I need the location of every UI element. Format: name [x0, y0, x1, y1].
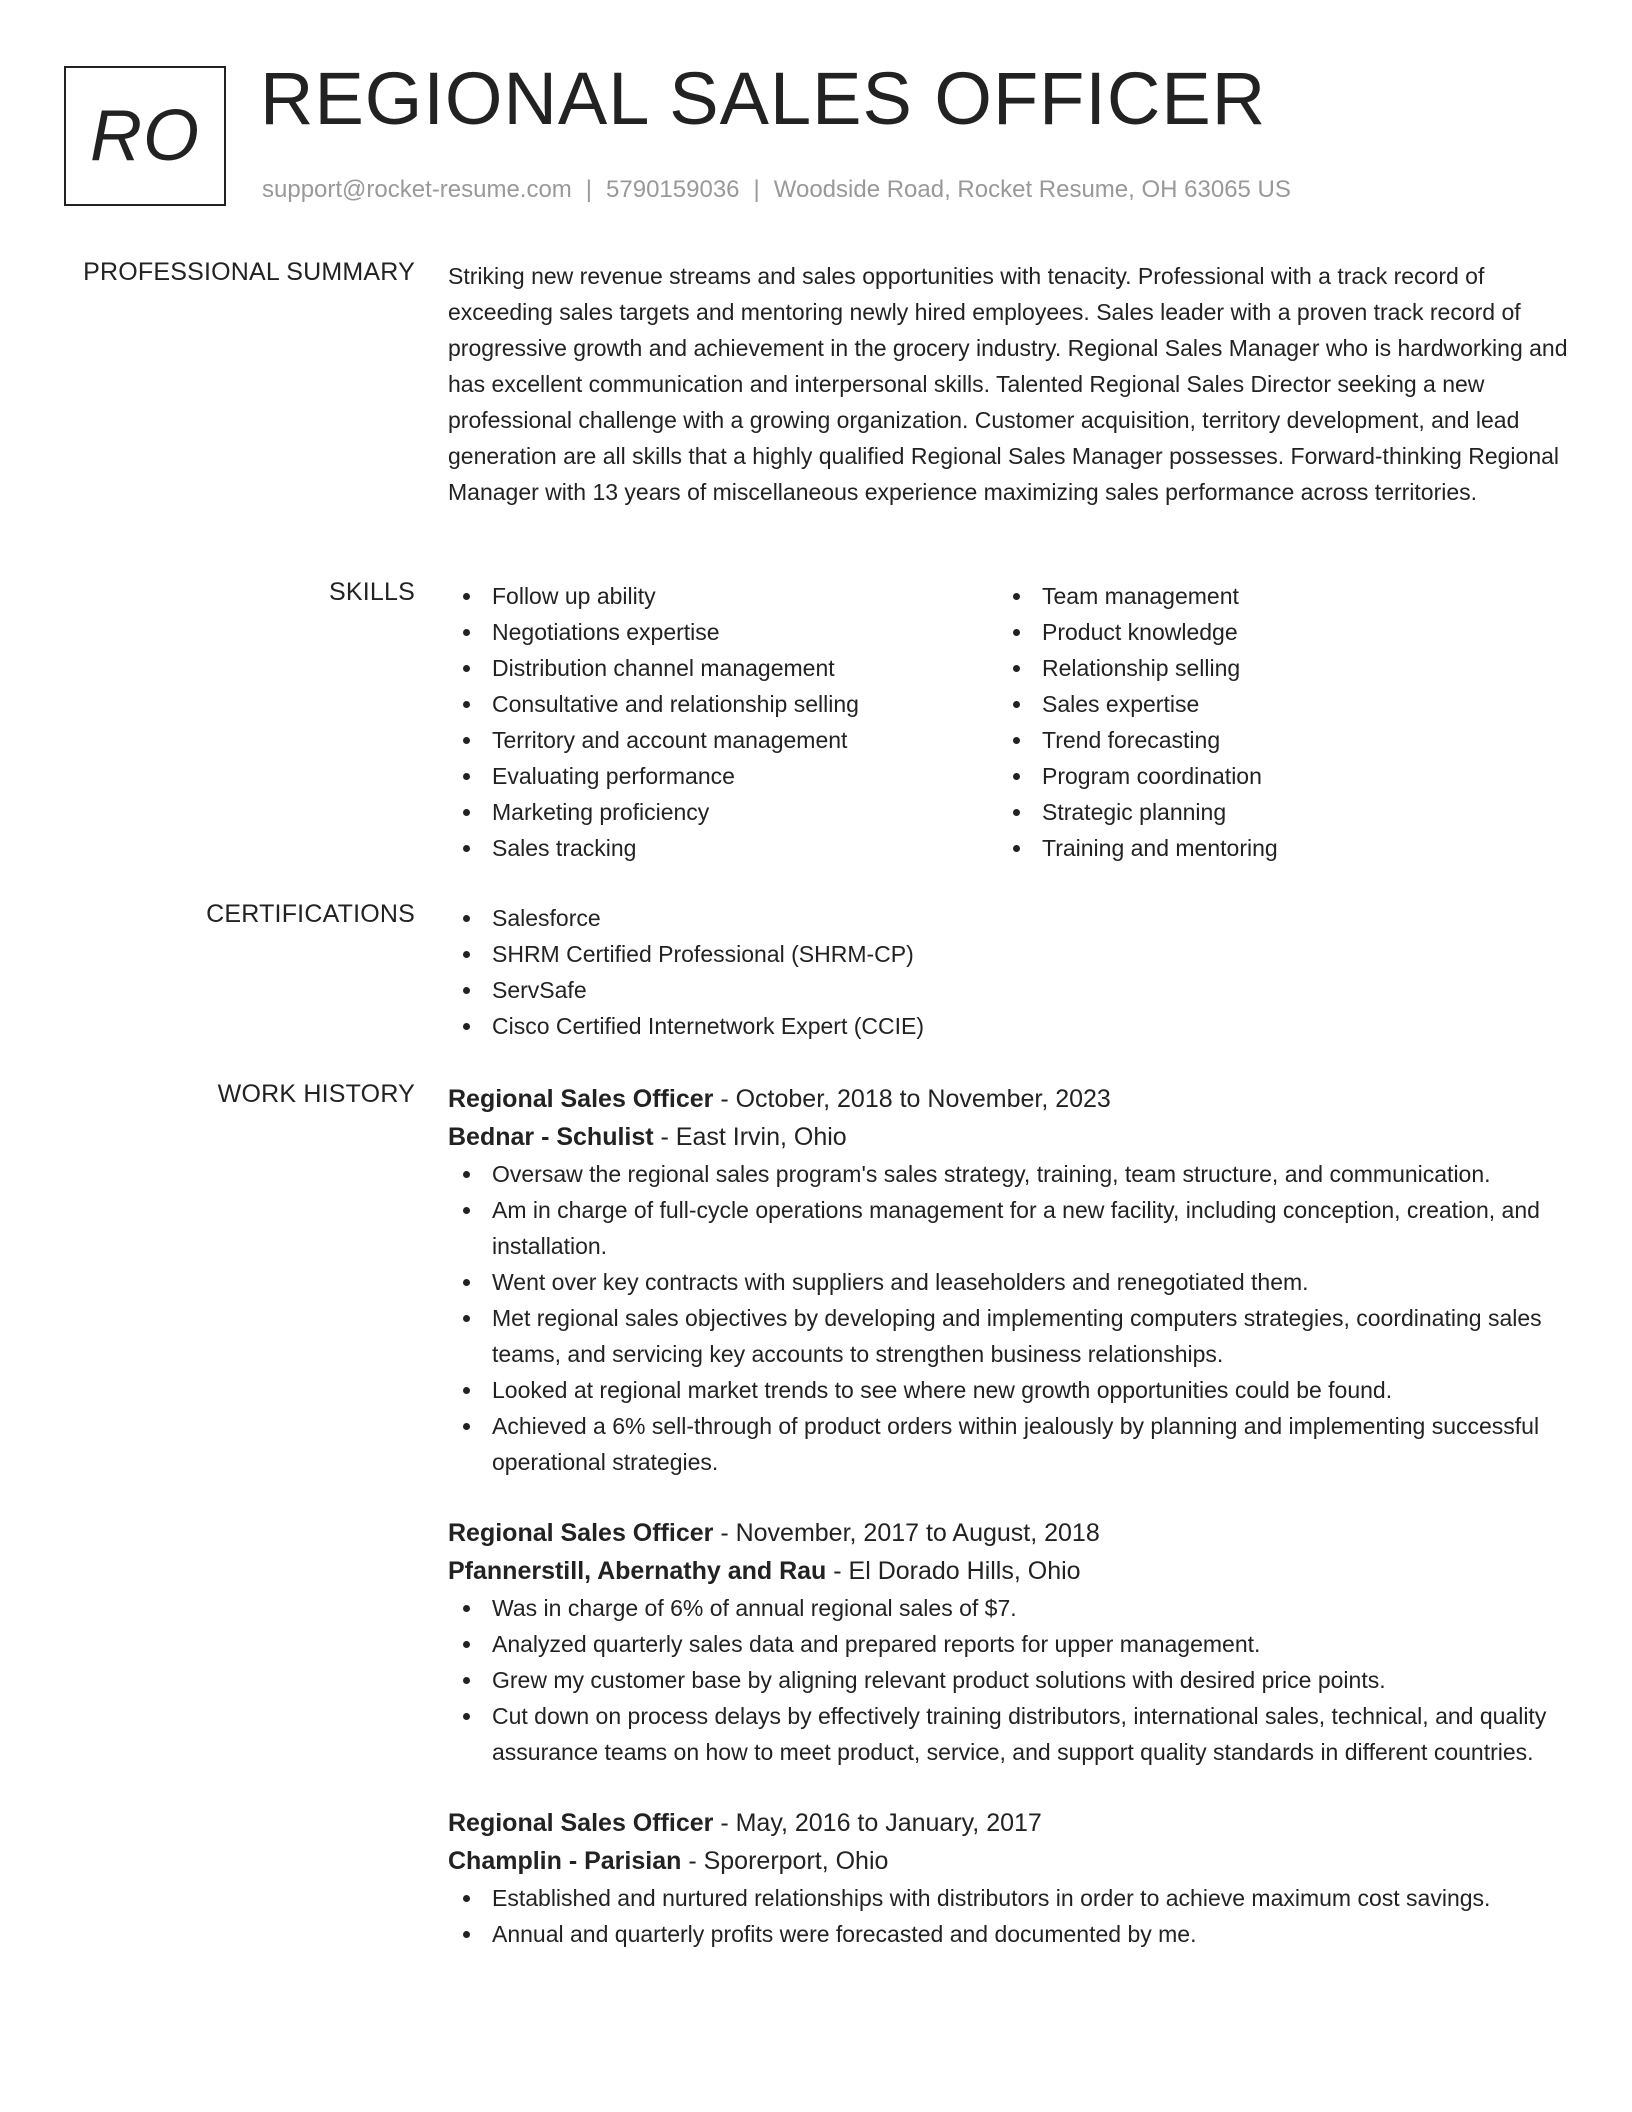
contact-email: support@rocket-resume.com: [262, 176, 572, 203]
job-bullet: Oversaw the regional sales program's sales strategy, training, team structure, and communication.: [448, 1156, 1568, 1192]
contact-separator: |: [753, 176, 760, 203]
job-location: - East Irvin, Ohio: [653, 1123, 847, 1151]
job-bullets: [448, 1880, 1568, 1952]
job-bullet: Annual and quarterly profits were forecasted and documented by me.: [448, 1916, 1568, 1952]
job-bullet: Cut down on process delays by effectively training distributors, international sales, technical, and quality assurance teams on how to meet product, service, and support quality standards in different countries.: [448, 1698, 1568, 1770]
job-dates: - May, 2016 to January, 2017: [713, 1809, 1042, 1837]
skills-list-left: [448, 578, 998, 866]
skill-item: Team management: [998, 578, 1548, 614]
job-bullet: Am in charge of full-cycle operations management for a new facility, including conception, creation, and installation.: [448, 1192, 1568, 1264]
skills-list-right: [998, 578, 1548, 866]
certifications-body: [448, 900, 1568, 1044]
job-location: - El Dorado Hills, Ohio: [826, 1557, 1081, 1585]
job-title: Regional Sales Officer: [448, 1519, 714, 1547]
job-dates: - November, 2017 to August, 2018: [713, 1519, 1100, 1547]
contact-separator: |: [585, 176, 593, 203]
job-bullets: [448, 1156, 1568, 1480]
skill-item: Program coordination: [998, 758, 1548, 794]
job-bullets: [448, 1590, 1568, 1770]
job-location: - Sporerport, Ohio: [681, 1847, 889, 1875]
job-bullet: Achieved a 6% sell-through of product orders within jealously by planning and implementing successful operational strategies.: [448, 1408, 1568, 1480]
job-entry: [448, 1804, 1568, 1952]
job-company-line: [448, 1118, 1568, 1156]
contact-address: Woodside Road, Rocket Resume, OH 63065 US: [773, 176, 1291, 203]
skill-item: Training and mentoring: [998, 830, 1548, 866]
section-label-work-history: WORK HISTORY: [217, 1080, 415, 1108]
skill-item: Distribution channel management: [448, 650, 998, 686]
job-company-line: [448, 1842, 1568, 1880]
job-title: Regional Sales Officer: [448, 1809, 714, 1837]
work-history-body: [448, 1080, 1568, 1986]
job-entry: [448, 1080, 1568, 1480]
skill-item: Evaluating performance: [448, 758, 998, 794]
contact-phone: 5790159036: [606, 176, 740, 203]
job-company-line: [448, 1552, 1568, 1590]
skill-item: Territory and account management: [448, 722, 998, 758]
skill-item: Negotiations expertise: [448, 614, 998, 650]
contact-line: [262, 176, 1291, 204]
job-bullet: Met regional sales objectives by developing and implementing computers strategies, coordinating sales teams, and servicing key accounts to strengthen business relationships.: [448, 1300, 1568, 1372]
job-company: Pfannerstill, Abernathy and Rau: [448, 1557, 827, 1585]
resume-title: REGIONAL SALES OFFICER: [260, 57, 1267, 140]
job-company: Champlin - Parisian: [448, 1847, 682, 1875]
skill-item: Relationship selling: [998, 650, 1548, 686]
job-bullet: Was in charge of 6% of annual regional sales of $7.: [448, 1590, 1568, 1626]
job-title: Regional Sales Officer: [448, 1085, 714, 1113]
summary-text: Striking new revenue streams and sales opportunities with tenacity. Professional with a track record of exceeding sales targets and mentoring newly hired employees. Sales leader with a proven track record of progressive growth and achievement in the grocery industry. Regional Sales Manager who is hardworking and has excellent communication and interpersonal skills. Talented Regional Sales Director seeking a new professional challenge with a growing organization. Customer acquisition, territory development, and lead generation are all skills that a highly qualified Regional Sales Manager possesses. Forward-thinking Regional Manager with 13 years of miscellaneous experience maximizing sales performance across territories.: [448, 263, 1568, 505]
job-entry: [448, 1514, 1568, 1770]
skill-item: Sales expertise: [998, 686, 1548, 722]
monogram-badge: [64, 66, 226, 206]
job-bullet: Analyzed quarterly sales data and prepared reports for upper management.: [448, 1626, 1568, 1662]
certification-item: ServSafe: [448, 972, 1568, 1008]
job-bullet: Grew my customer base by aligning relevant product solutions with desired price points.: [448, 1662, 1568, 1698]
section-label-skills: SKILLS: [329, 578, 415, 606]
certification-item: SHRM Certified Professional (SHRM-CP): [448, 936, 1568, 972]
skill-item: Sales tracking: [448, 830, 998, 866]
job-title-line: [448, 1804, 1568, 1842]
section-label-summary: PROFESSIONAL SUMMARY: [83, 258, 415, 286]
skill-item: Strategic planning: [998, 794, 1548, 830]
skill-item: Marketing proficiency: [448, 794, 998, 830]
job-bullet: Looked at regional market trends to see where new growth opportunities could be found.: [448, 1372, 1568, 1408]
skill-item: Follow up ability: [448, 578, 998, 614]
skill-item: Consultative and relationship selling: [448, 686, 998, 722]
certification-item: Cisco Certified Internetwork Expert (CCIE): [448, 1008, 1568, 1044]
job-dates: - October, 2018 to November, 2023: [713, 1085, 1111, 1113]
skill-item: Product knowledge: [998, 614, 1548, 650]
section-label-certifications: CERTIFICATIONS: [206, 900, 415, 928]
summary-body: [448, 258, 1568, 510]
skill-item: Trend forecasting: [998, 722, 1548, 758]
job-bullet: Established and nurtured relationships with distributors in order to achieve maximum cost savings.: [448, 1880, 1568, 1916]
certifications-list: [448, 900, 1568, 1044]
skills-body: [448, 578, 1568, 866]
job-title-line: [448, 1080, 1568, 1118]
job-company: Bednar - Schulist: [448, 1123, 654, 1151]
job-bullet: Went over key contracts with suppliers and leaseholders and renegotiated them.: [448, 1264, 1568, 1300]
certification-item: Salesforce: [448, 900, 1568, 936]
monogram-initials: RO: [90, 96, 200, 176]
skills-grid: [448, 578, 1568, 866]
job-title-line: [448, 1514, 1568, 1552]
